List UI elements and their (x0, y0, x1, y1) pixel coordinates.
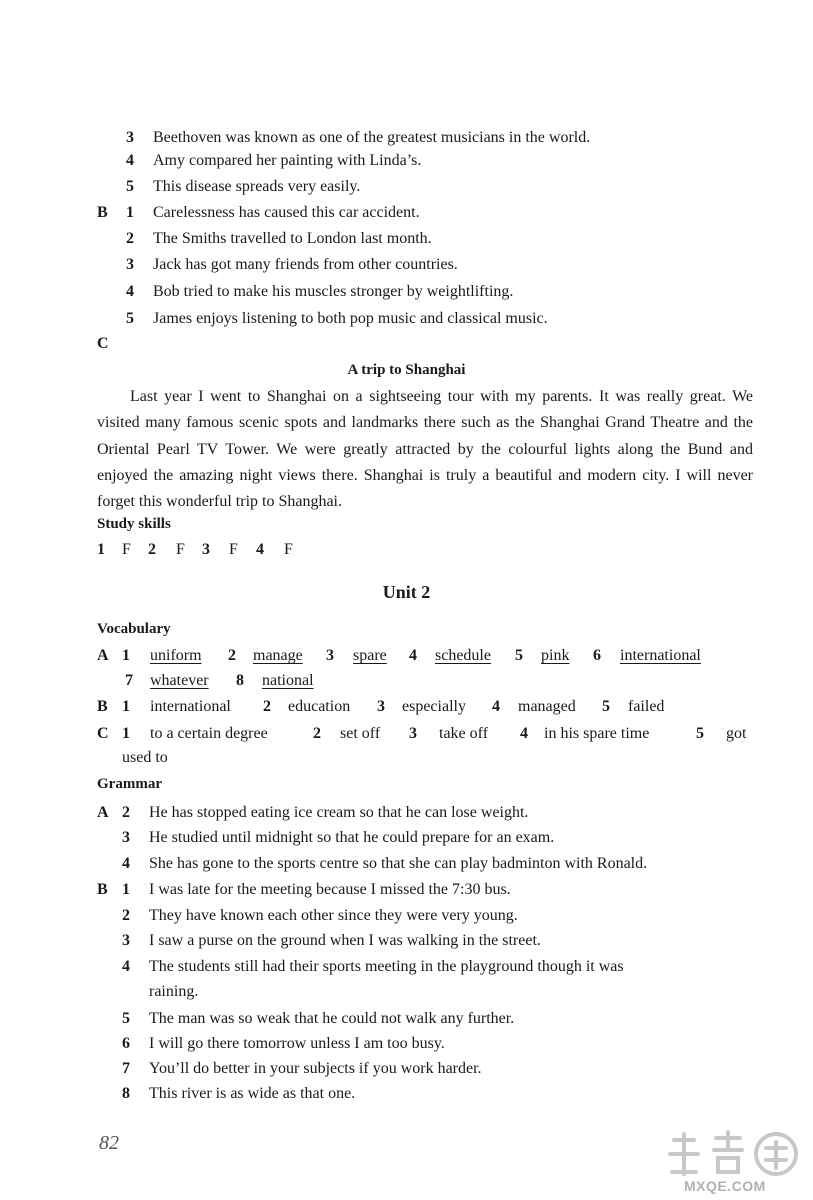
item-number: 4 (126, 152, 134, 169)
grammar-heading: Grammar (97, 776, 162, 792)
item-number: 7 (122, 1060, 130, 1077)
item-number: 5 (515, 647, 523, 664)
item-number: 4 (122, 855, 130, 872)
answer-word: especially (402, 698, 466, 715)
answer-word: international (620, 647, 701, 664)
essay-paragraph: Last year I went to Shanghai on a sightseeing tour with my parents. It was really great. We visited many famous scenic spots and landmarks there such as the Shanghai Grand Theatre and the Oriental Pearl TV Tower. We were greatly attracted by the colourful lights along the Bund and enjoyed the amazing night views there. Shanghai is truly a beautiful and modern city. I will never forget this wonderful trip to Shanghai. (97, 388, 753, 511)
item-number: 5 (126, 178, 134, 195)
answer-word: to a certain degree (150, 725, 268, 742)
item-number: 8 (236, 672, 244, 689)
item-number: 3 (202, 541, 210, 558)
answer-text: Jack has got many friends from other countries. (153, 256, 458, 273)
item-number: 4 (256, 541, 264, 558)
item-number: 5 (602, 698, 610, 715)
vocabulary-heading: Vocabulary (97, 621, 171, 637)
answer-word: take off (439, 725, 489, 742)
item-number: 3 (409, 725, 417, 742)
item-number: 5 (696, 725, 704, 742)
answer-word: education (288, 698, 351, 715)
page-number: 82 (99, 1132, 119, 1154)
answer-text: James enjoys listening to both pop music and classical music. (153, 310, 548, 327)
answer-word: manage (253, 647, 303, 664)
item-number: 1 (126, 204, 134, 221)
item-number: 2 (122, 804, 130, 821)
answer-text: Carelessness has caused this car accident. (153, 204, 420, 221)
item-number: 4 (409, 647, 417, 664)
answer-text: Amy compared her painting with Linda’s. (153, 152, 422, 169)
item-number: 7 (125, 672, 133, 689)
item-number: 2 (126, 230, 134, 247)
answer-text: Beethoven was known as one of the greatest musicians in the world. (153, 129, 591, 146)
item-number: 2 (313, 725, 321, 742)
answer-text: He studied until midnight so that he could prepare for an exam. (149, 829, 555, 846)
section-label: B (97, 881, 108, 898)
answer-letter: F (122, 541, 131, 558)
section-label: A (97, 647, 109, 664)
answer-text: This river is as wide as that one. (149, 1085, 356, 1102)
item-number: 4 (126, 283, 134, 300)
item-number: 1 (122, 725, 130, 742)
section-label: C (97, 335, 109, 352)
unit-title: Unit 2 (382, 582, 431, 602)
answer-text: The Smiths travelled to London last month. (153, 230, 432, 247)
answer-word: set off (340, 725, 381, 742)
answer-word: spare (353, 647, 387, 664)
essay-title: A trip to Shanghai (347, 362, 466, 378)
section-label: C (97, 725, 109, 742)
answer-word: national (262, 672, 314, 689)
item-number: 1 (97, 541, 105, 558)
answer-text: raining. (149, 983, 199, 1000)
answer-word: pink (541, 647, 570, 664)
item-number: 4 (520, 725, 528, 742)
answer-word: whatever (150, 672, 209, 689)
answer-text: They have known each other since they were very young. (149, 907, 518, 924)
item-number: 1 (122, 698, 130, 715)
item-number: 2 (148, 541, 156, 558)
answer-text: I was late for the meeting because I missed the 7:30 bus. (149, 881, 511, 898)
item-number: 2 (228, 647, 236, 664)
answer-text: I saw a purse on the ground when I was walking in the street. (149, 932, 541, 949)
answer-word: uniform (150, 647, 202, 664)
answer-text: The students still had their sports meeting in the playground though it was (149, 958, 624, 975)
answer-letter: F (229, 541, 238, 558)
answer-letter: F (176, 541, 185, 558)
item-number: 4 (492, 698, 500, 715)
answer-word: got (726, 725, 747, 742)
answer-word: managed (518, 698, 576, 715)
item-number: 2 (122, 907, 130, 924)
answer-text: She has gone to the sports centre so that she can play badminton with Ronald. (149, 855, 648, 872)
item-number: 6 (593, 647, 601, 664)
answer-text: Bob tried to make his muscles stronger by weightlifting. (153, 283, 514, 300)
answer-word: schedule (435, 647, 491, 664)
study-skills-heading: Study skills (97, 516, 171, 532)
item-number: 1 (122, 881, 130, 898)
watermark-url: MXQE.COM (684, 1178, 766, 1194)
item-number: 4 (122, 958, 130, 975)
item-number: 3 (377, 698, 385, 715)
item-number: 5 (122, 1010, 130, 1027)
answer-text: This disease spreads very easily. (153, 178, 361, 195)
section-label: B (97, 204, 108, 221)
section-label: B (97, 698, 108, 715)
item-number: 3 (122, 932, 130, 949)
item-number: 8 (122, 1085, 130, 1102)
item-number: 3 (126, 256, 134, 273)
answer-word: used to (122, 749, 168, 766)
item-number: 3 (326, 647, 334, 664)
item-number: 1 (122, 647, 130, 664)
answer-word: international (150, 698, 231, 715)
section-label: A (97, 804, 109, 821)
answer-word: failed (628, 698, 665, 715)
item-number: 6 (122, 1035, 130, 1052)
item-number: 3 (122, 829, 130, 846)
answer-text: I will go there tomorrow unless I am too busy. (149, 1035, 445, 1052)
item-number: 3 (126, 129, 134, 146)
answer-text: You’ll do better in your subjects if you work harder. (149, 1060, 482, 1077)
answer-letter: F (284, 541, 293, 558)
answer-text: The man was so weak that he could not walk any further. (149, 1010, 515, 1027)
answer-text: He has stopped eating ice cream so that he can lose weight. (149, 804, 529, 821)
answer-word: in his spare time (544, 725, 650, 742)
item-number: 2 (263, 698, 271, 715)
item-number: 5 (126, 310, 134, 327)
